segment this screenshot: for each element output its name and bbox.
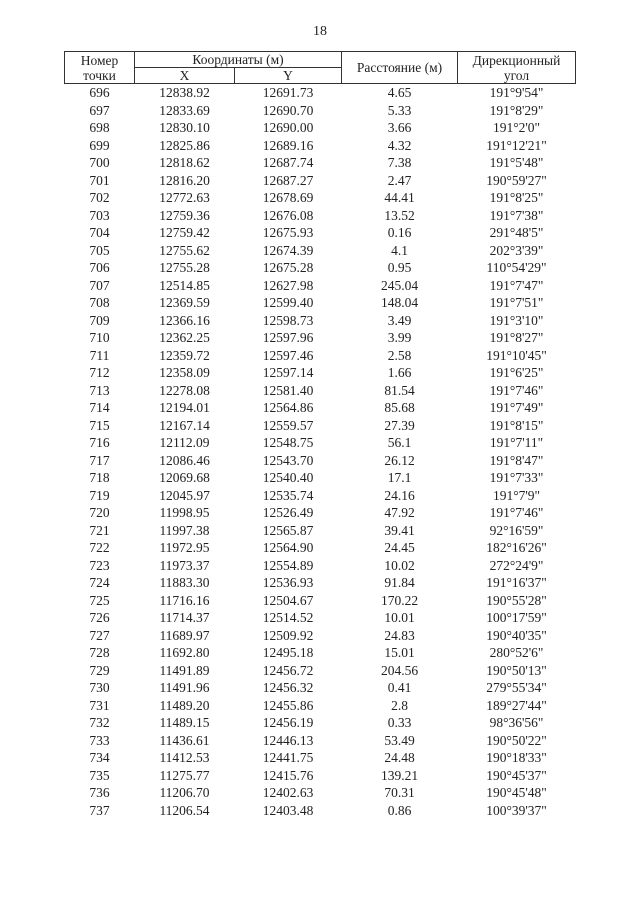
cell-angle: 291°48'5" <box>489 225 544 240</box>
header-distance: Расстояние (м) <box>342 52 458 84</box>
cell-distance: 148.04 <box>380 295 419 310</box>
table-row <box>65 294 576 312</box>
table-row <box>65 644 576 662</box>
cell-angle: 279°55'34" <box>486 680 547 695</box>
table-row <box>65 312 576 330</box>
table-row <box>65 102 576 120</box>
table-row <box>65 662 576 680</box>
table-row <box>65 627 576 645</box>
cell-x: 12830.10 <box>159 120 210 135</box>
cell-point-number: 705 <box>89 242 110 258</box>
cell-y: 12675.93 <box>262 225 314 240</box>
cell-x: 11436.61 <box>159 732 210 748</box>
cell-distance: 17.1 <box>387 470 412 485</box>
table-row <box>65 417 576 435</box>
cell-distance: 24.16 <box>384 487 415 503</box>
cell-angle: 191°7'9" <box>492 487 541 503</box>
cell-y: 12691.73 <box>262 85 314 100</box>
table-row <box>65 154 576 172</box>
cell-point-number: 714 <box>89 400 110 415</box>
table-row <box>65 224 576 242</box>
cell-y: 12690.70 <box>262 102 314 118</box>
cell-y: 12564.90 <box>262 540 314 555</box>
cell-y: 12456.32 <box>262 680 314 695</box>
table-row <box>65 382 576 400</box>
cell-x: 11883.30 <box>159 575 210 590</box>
cell-x: 12759.36 <box>159 207 210 223</box>
cell-distance: 0.95 <box>387 260 412 275</box>
cell-point-number: 724 <box>89 575 110 590</box>
cell-angle: 190°59'27" <box>486 172 547 188</box>
cell-x: 12359.72 <box>159 347 210 363</box>
cell-y: 12526.49 <box>262 505 314 520</box>
table-row <box>65 592 576 610</box>
cell-x: 12759.42 <box>159 225 210 240</box>
cell-point-number: 697 <box>89 102 110 118</box>
cell-distance: 0.33 <box>387 715 412 730</box>
cell-distance: 13.52 <box>384 207 415 223</box>
cell-y: 12559.57 <box>262 417 314 433</box>
cell-y: 12548.75 <box>262 435 314 450</box>
table-row <box>65 697 576 715</box>
cell-angle: 190°55'28" <box>486 592 547 608</box>
cell-angle: 191°7'51" <box>489 295 544 310</box>
cell-distance: 44.41 <box>384 190 415 205</box>
cell-x: 11972.95 <box>159 540 210 555</box>
cell-y: 12674.39 <box>262 242 314 258</box>
table-row <box>65 277 576 295</box>
cell-y: 12543.70 <box>262 452 314 468</box>
cell-x: 12772.63 <box>159 190 210 205</box>
cell-distance: 2.58 <box>387 347 412 363</box>
cell-distance: 1.66 <box>387 365 412 380</box>
cell-y: 12415.76 <box>262 767 314 783</box>
cell-y: 12581.40 <box>262 382 314 398</box>
table-row <box>65 802 576 820</box>
cell-point-number: 719 <box>89 487 110 503</box>
header-angle: Дирекционный угол <box>458 52 576 84</box>
cell-distance: 3.99 <box>387 330 412 345</box>
table-row <box>65 137 576 155</box>
cell-point-number: 720 <box>89 505 110 520</box>
cell-distance: 27.39 <box>384 417 415 433</box>
table-row <box>65 364 576 382</box>
cell-distance: 5.33 <box>387 102 412 118</box>
cell-point-number: 734 <box>89 750 110 765</box>
cell-x: 11275.77 <box>159 767 210 783</box>
cell-point-number: 700 <box>89 155 110 170</box>
cell-point-number: 707 <box>89 277 110 293</box>
cell-point-number: 704 <box>89 225 110 240</box>
cell-angle: 191°6'25" <box>489 365 544 380</box>
cell-point-number: 711 <box>89 347 110 363</box>
cell-point-number: 736 <box>89 785 110 800</box>
cell-angle: 190°18'33" <box>486 750 547 765</box>
cell-angle: 92°16'59" <box>489 522 544 538</box>
table-row <box>65 84 576 102</box>
cell-x: 11491.96 <box>159 680 210 695</box>
header-point-number: Номер точки <box>65 52 135 84</box>
cell-point-number: 725 <box>89 592 110 608</box>
header-y: Y <box>235 68 342 84</box>
cell-distance: 15.01 <box>384 645 415 660</box>
cell-angle: 191°7'46" <box>489 382 544 398</box>
cell-angle: 190°40'35" <box>486 627 547 643</box>
cell-x: 12818.62 <box>159 155 210 170</box>
cell-point-number: 712 <box>89 365 110 380</box>
cell-distance: 24.48 <box>384 750 415 765</box>
cell-point-number: 732 <box>89 715 110 730</box>
cell-point-number: 731 <box>89 697 110 713</box>
cell-point-number: 706 <box>89 260 110 275</box>
coordinates-table <box>64 51 576 819</box>
table-body <box>65 84 576 820</box>
cell-y: 12676.08 <box>262 207 314 223</box>
table-row <box>65 242 576 260</box>
table-row <box>65 732 576 750</box>
table-row <box>65 714 576 732</box>
cell-angle: 191°2'0" <box>492 120 541 135</box>
cell-angle: 191°16'37" <box>486 575 547 590</box>
cell-point-number: 723 <box>89 557 110 573</box>
cell-angle: 202°3'39" <box>489 242 544 258</box>
cell-angle: 191°7'46" <box>489 505 544 520</box>
table-row <box>65 399 576 417</box>
cell-point-number: 729 <box>89 662 110 678</box>
table-row <box>65 504 576 522</box>
cell-point-number: 713 <box>89 382 110 398</box>
cell-x: 12278.08 <box>159 382 210 398</box>
cell-x: 11973.37 <box>159 557 210 573</box>
cell-angle: 189°27'44" <box>486 697 547 713</box>
cell-x: 11412.53 <box>159 750 210 765</box>
cell-distance: 7.38 <box>387 155 412 170</box>
cell-point-number: 710 <box>89 330 110 345</box>
cell-angle: 100°39'37" <box>486 802 547 818</box>
cell-x: 11206.70 <box>159 785 210 800</box>
cell-x: 11716.16 <box>159 592 210 608</box>
cell-point-number: 730 <box>89 680 110 695</box>
table-row <box>65 557 576 575</box>
cell-point-number: 727 <box>89 627 110 643</box>
cell-angle: 191°7'33" <box>489 470 544 485</box>
cell-y: 12509.92 <box>262 627 314 643</box>
cell-x: 12069.68 <box>159 470 210 485</box>
table-row <box>65 574 576 592</box>
cell-angle: 190°50'13" <box>486 662 547 678</box>
cell-angle: 191°10'45" <box>486 347 547 363</box>
table-row <box>65 329 576 347</box>
cell-angle: 280°52'6" <box>489 645 544 660</box>
cell-x: 12358.09 <box>159 365 210 380</box>
cell-distance: 10.02 <box>384 557 415 573</box>
cell-distance: 2.8 <box>391 697 408 713</box>
cell-angle: 182°16'26" <box>486 540 547 555</box>
table-row <box>65 784 576 802</box>
cell-point-number: 701 <box>89 172 110 188</box>
cell-y: 12540.40 <box>262 470 314 485</box>
table-row <box>65 487 576 505</box>
cell-distance: 81.54 <box>384 382 415 398</box>
cell-x: 12825.86 <box>159 137 210 153</box>
cell-angle: 191°7'11" <box>489 435 544 450</box>
cell-y: 12687.27 <box>262 172 314 188</box>
cell-x: 12833.69 <box>159 102 210 118</box>
cell-y: 12455.86 <box>262 697 314 713</box>
table-row <box>65 539 576 557</box>
cell-y: 12535.74 <box>262 487 314 503</box>
cell-distance: 245.04 <box>380 277 419 293</box>
table-row <box>65 347 576 365</box>
cell-x: 12045.97 <box>159 487 210 503</box>
cell-y: 12456.72 <box>262 662 314 678</box>
cell-point-number: 726 <box>89 610 110 625</box>
cell-x: 11998.95 <box>159 505 210 520</box>
table-row <box>65 469 576 487</box>
cell-y: 12504.67 <box>262 592 314 608</box>
cell-point-number: 722 <box>89 540 110 555</box>
cell-y: 12687.74 <box>262 155 314 170</box>
cell-x: 12838.92 <box>159 85 210 100</box>
cell-distance: 26.12 <box>384 452 415 468</box>
cell-x: 11491.89 <box>159 662 210 678</box>
cell-x: 11489.15 <box>159 715 210 730</box>
cell-y: 12675.28 <box>262 260 314 275</box>
cell-angle: 190°50'22" <box>486 732 547 748</box>
cell-y: 12597.46 <box>262 347 314 363</box>
cell-distance: 91.84 <box>384 575 415 590</box>
cell-x: 12369.59 <box>159 295 210 310</box>
cell-distance: 3.49 <box>387 312 412 328</box>
table-row <box>65 609 576 627</box>
table-row <box>65 189 576 207</box>
cell-y: 12441.75 <box>262 750 314 765</box>
table-row <box>65 522 576 540</box>
cell-distance: 85.68 <box>384 400 415 415</box>
cell-angle: 191°8'15" <box>489 417 544 433</box>
table-row <box>65 259 576 277</box>
cell-y: 12554.89 <box>262 557 314 573</box>
cell-distance: 4.65 <box>387 85 412 100</box>
cell-x: 11206.54 <box>159 802 210 818</box>
cell-y: 12446.13 <box>262 732 314 748</box>
cell-point-number: 717 <box>89 452 110 468</box>
cell-y: 12564.86 <box>262 400 314 415</box>
cell-distance: 70.31 <box>384 785 415 800</box>
table-row <box>65 119 576 137</box>
cell-distance: 24.83 <box>384 627 415 643</box>
cell-x: 12755.62 <box>159 242 210 258</box>
cell-distance: 4.32 <box>387 137 412 153</box>
header-x: X <box>135 68 235 84</box>
cell-x: 12366.16 <box>159 312 210 328</box>
cell-angle: 100°17'59" <box>486 610 547 625</box>
cell-distance: 24.45 <box>384 540 415 555</box>
table-row <box>65 679 576 697</box>
cell-distance: 2.47 <box>387 172 412 188</box>
cell-point-number: 698 <box>89 120 110 135</box>
cell-x: 12112.09 <box>159 435 210 450</box>
cell-angle: 191°3'10" <box>489 312 544 328</box>
cell-point-number: 715 <box>89 417 110 433</box>
cell-y: 12565.87 <box>262 522 314 538</box>
cell-distance: 170.22 <box>380 592 419 608</box>
cell-distance: 139.21 <box>380 767 419 783</box>
table-row <box>65 749 576 767</box>
cell-distance: 39.41 <box>384 522 415 538</box>
cell-x: 11689.97 <box>159 627 210 643</box>
header-coordinates: Координаты (м) <box>135 52 342 68</box>
cell-x: 12167.14 <box>159 417 210 433</box>
cell-point-number: 737 <box>89 802 110 818</box>
cell-point-number: 703 <box>89 207 110 223</box>
cell-y: 12403.48 <box>262 802 314 818</box>
cell-point-number: 721 <box>89 522 110 538</box>
table-row <box>65 452 576 470</box>
cell-distance: 3.66 <box>387 120 412 135</box>
cell-y: 12514.52 <box>262 610 314 625</box>
page-number: 18 <box>313 24 327 39</box>
table-row <box>65 172 576 190</box>
cell-y: 12598.73 <box>262 312 314 328</box>
cell-angle: 98°36'56" <box>489 715 544 730</box>
cell-angle: 191°8'29" <box>489 102 544 118</box>
cell-x: 11714.37 <box>159 610 210 625</box>
cell-y: 12402.63 <box>262 785 314 800</box>
cell-x: 11692.80 <box>159 645 210 660</box>
cell-x: 12194.01 <box>159 400 210 415</box>
cell-angle: 191°7'49" <box>489 400 544 415</box>
cell-y: 12495.18 <box>262 645 314 660</box>
cell-y: 12536.93 <box>262 575 314 590</box>
cell-x: 11997.38 <box>159 522 210 538</box>
cell-y: 12456.19 <box>262 715 314 730</box>
cell-distance: 0.86 <box>387 802 412 818</box>
cell-point-number: 702 <box>89 190 110 205</box>
table-row <box>65 434 576 452</box>
cell-y: 12627.98 <box>262 277 314 293</box>
cell-angle: 191°5'48" <box>489 155 544 170</box>
cell-x: 11489.20 <box>159 697 210 713</box>
cell-distance: 204.56 <box>380 662 419 678</box>
cell-point-number: 728 <box>89 645 110 660</box>
cell-point-number: 696 <box>89 85 110 100</box>
cell-angle: 191°8'25" <box>489 190 544 205</box>
cell-point-number: 733 <box>89 732 110 748</box>
cell-angle: 191°12'21" <box>486 137 547 153</box>
cell-x: 12362.25 <box>159 330 210 345</box>
cell-angle: 191°7'47" <box>489 277 544 293</box>
cell-point-number: 699 <box>89 137 110 153</box>
cell-distance: 10.01 <box>384 610 415 625</box>
cell-distance: 56.1 <box>387 435 412 450</box>
cell-y: 12599.40 <box>262 295 314 310</box>
cell-point-number: 708 <box>89 295 110 310</box>
cell-point-number: 716 <box>89 435 110 450</box>
cell-angle: 110°54'29" <box>486 260 547 275</box>
cell-distance: 4.1 <box>391 242 408 258</box>
cell-y: 12690.00 <box>262 120 314 135</box>
cell-y: 12597.96 <box>262 330 314 345</box>
cell-x: 12816.20 <box>159 172 210 188</box>
cell-y: 12678.69 <box>262 190 314 205</box>
cell-x: 12755.28 <box>159 260 210 275</box>
table-row <box>65 207 576 225</box>
cell-angle: 190°45'37" <box>486 767 547 783</box>
cell-distance: 47.92 <box>384 505 415 520</box>
cell-x: 12514.85 <box>159 277 210 293</box>
cell-angle: 191°8'47" <box>489 452 544 468</box>
cell-distance: 53.49 <box>384 732 415 748</box>
cell-point-number: 735 <box>89 767 110 783</box>
cell-point-number: 718 <box>89 470 110 485</box>
cell-angle: 191°9'54" <box>489 85 544 100</box>
cell-angle: 191°7'38" <box>489 207 544 223</box>
cell-angle: 272°24'9" <box>489 557 544 573</box>
cell-point-number: 709 <box>89 312 110 328</box>
table-row <box>65 767 576 785</box>
cell-x: 12086.46 <box>159 452 210 468</box>
cell-distance: 0.16 <box>387 225 412 240</box>
cell-distance: 0.41 <box>387 680 412 695</box>
cell-angle: 191°8'27" <box>489 330 544 345</box>
cell-y: 12597.14 <box>262 365 314 380</box>
cell-angle: 190°45'48" <box>486 785 547 800</box>
cell-y: 12689.16 <box>262 137 314 153</box>
